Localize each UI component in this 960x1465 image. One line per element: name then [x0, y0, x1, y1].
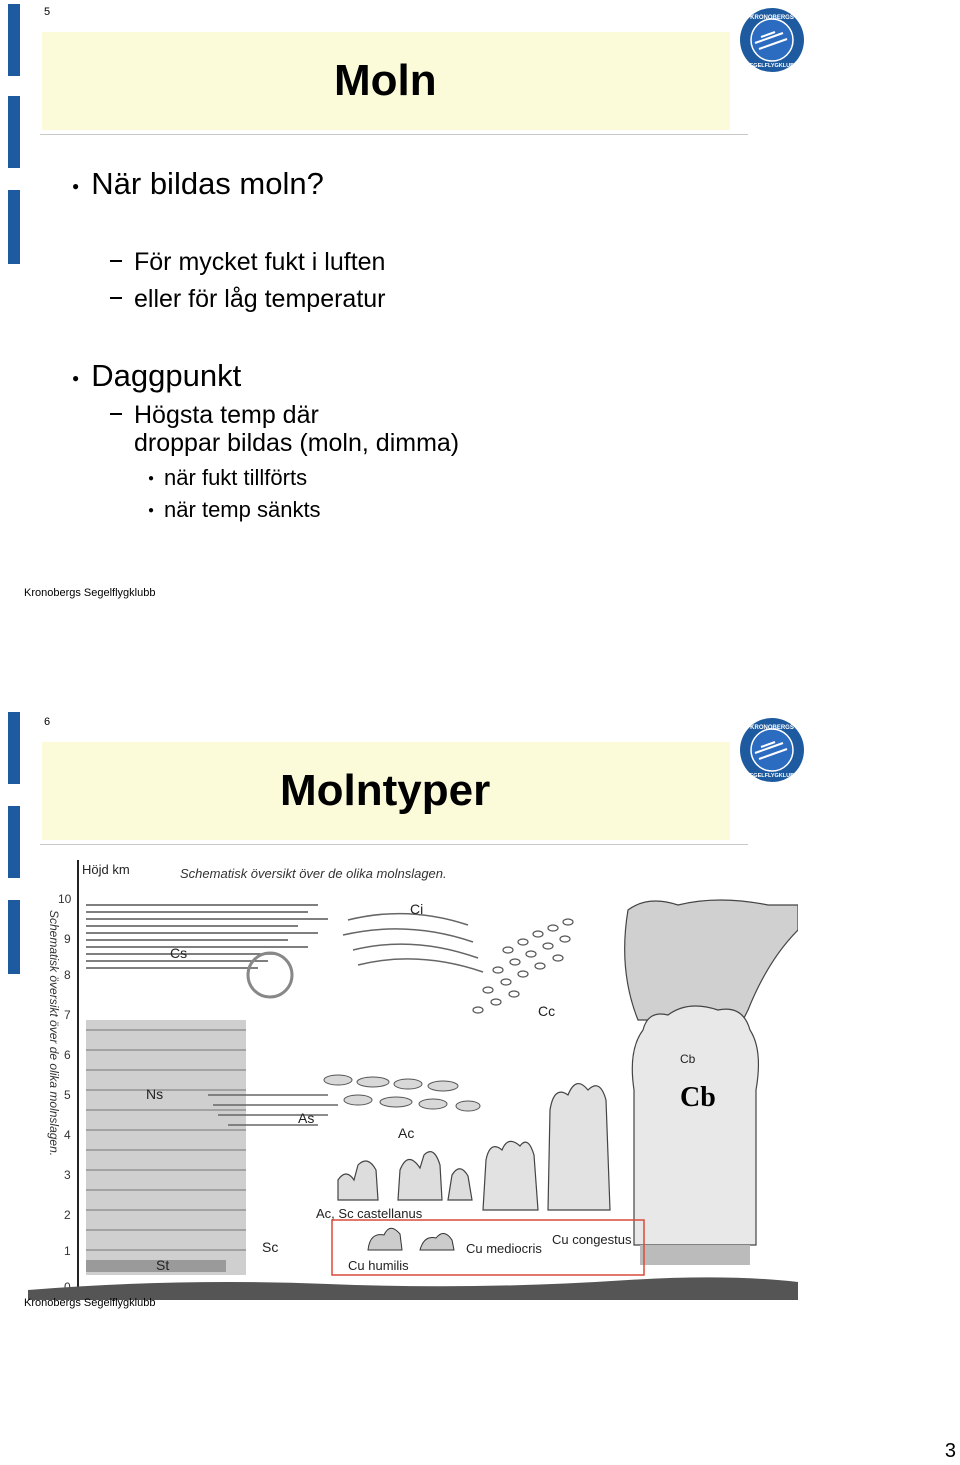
tick-label: 2 — [64, 1208, 71, 1222]
cb-label: Cb — [680, 1082, 716, 1113]
sub-bullet: eller för låg temperatur — [110, 285, 386, 314]
label-cu-mediocris: Cu mediocris — [466, 1241, 542, 1256]
tick-label: 8 — [64, 968, 71, 982]
slide-number: 5 — [44, 6, 51, 18]
club-logo — [739, 717, 805, 783]
side-text: Schematisk översikt över de olika molnslagen. — [47, 910, 61, 1157]
label-cu-congestus: Cu congestus — [552, 1232, 632, 1247]
tick-label: 3 — [64, 1168, 71, 1182]
tick-label: 7 — [64, 1008, 71, 1022]
side-bar — [8, 900, 20, 974]
sub-bullet: För mycket fukt i luften — [110, 248, 385, 277]
tick-label: 9 — [64, 932, 71, 946]
sub-bullet: Högsta temp där — [110, 401, 319, 430]
axis-label: Höjd km — [82, 862, 130, 877]
label-cu-humilis: Cu humilis — [348, 1258, 409, 1273]
footer: Kronobergs Segelflygklubb — [24, 1297, 156, 1309]
cloud-types-diagram — [28, 850, 798, 1300]
label-sc: Sc — [262, 1239, 279, 1255]
rain-shaft — [640, 1245, 750, 1265]
label-as: As — [298, 1110, 315, 1126]
label-ac-sc-cast: Ac, Sc castellanus — [316, 1206, 423, 1221]
svg-text:KRONOBERGS: KRONOBERGS — [750, 725, 794, 731]
svg-text:KRONOBERGS: KRONOBERGS — [750, 15, 794, 21]
label-ci: Ci — [410, 901, 424, 917]
sub-bullet-cont: droppar bildas (moln, dimma) — [134, 429, 460, 457]
slide-title: Molntyper — [280, 766, 491, 815]
label-cc: Cc — [538, 1003, 556, 1019]
diagram-heading: Schematisk översikt över de olika molnslagen. — [180, 866, 447, 881]
tick-label: 0 — [64, 1280, 71, 1294]
sub-sub-bullet: ● när fukt tillförts — [148, 465, 308, 490]
tick-label: 5 — [64, 1088, 71, 1102]
slide-title: Moln — [334, 56, 437, 105]
label-cb-small: Cb — [680, 1052, 696, 1066]
side-bar — [8, 806, 20, 878]
slide-number: 6 — [44, 716, 51, 728]
svg-text:SEGELFLYGKLUBB: SEGELFLYGKLUBB — [745, 773, 799, 779]
side-bar — [8, 712, 20, 784]
tick-label: 6 — [64, 1048, 71, 1062]
label-ns: Ns — [146, 1086, 164, 1102]
label-st: St — [156, 1257, 170, 1273]
nimbostratus — [86, 1020, 246, 1275]
tick-label: 4 — [64, 1128, 71, 1142]
tick-label: 10 — [58, 892, 72, 906]
bullet-2: ● Daggpunkt — [72, 358, 242, 393]
svg-text:SEGELFLYGKLUBB: SEGELFLYGKLUBB — [745, 63, 799, 69]
sub-sub-bullet: ● när temp sänkts — [148, 497, 321, 522]
label-cs: Cs — [170, 945, 188, 961]
title-rule — [40, 844, 748, 845]
footer: Kronobergs Segelflygklubb — [24, 587, 156, 599]
cumulonimbus-body — [632, 1006, 758, 1245]
label-ac: Ac — [398, 1125, 415, 1141]
bullet-1: ● När bildas moln? — [72, 166, 324, 201]
page-number: 3 — [944, 1440, 956, 1462]
tick-label: 1 — [64, 1244, 71, 1258]
